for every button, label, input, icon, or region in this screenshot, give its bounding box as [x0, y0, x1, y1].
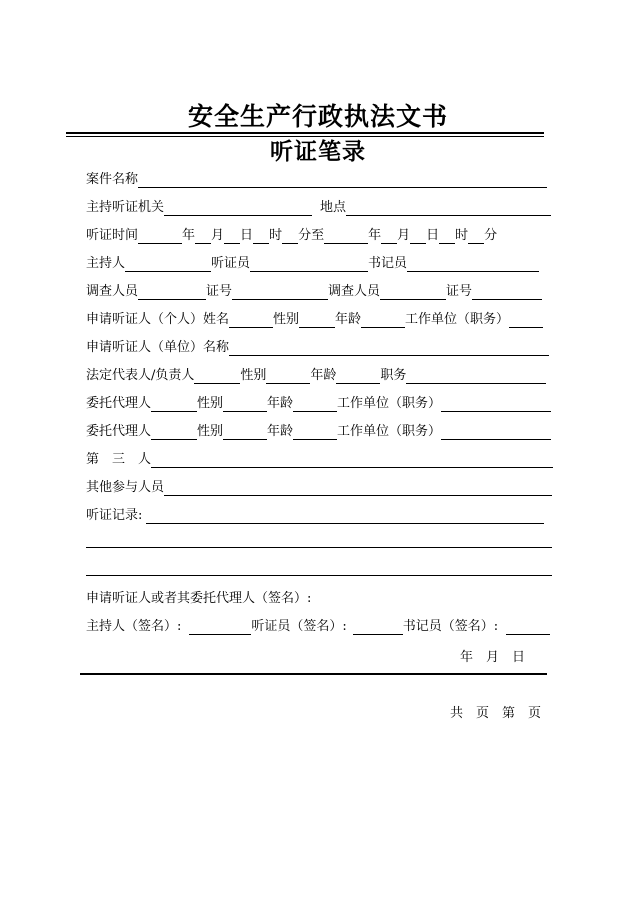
cert-no-label-1: 证号: [206, 284, 233, 299]
cert-no-field-1[interactable]: [232, 286, 328, 300]
hour-label: 时: [455, 228, 469, 243]
age-label: 年龄: [267, 424, 294, 439]
end-minute-field[interactable]: [468, 230, 484, 244]
agent-label-2: 委托代理人: [86, 424, 152, 439]
location-label: 地点: [320, 200, 347, 215]
end-month-field[interactable]: [381, 230, 397, 244]
recorder-sign-label: 书记员（签名）:: [402, 619, 499, 634]
investigator-field-2[interactable]: [380, 286, 446, 300]
page-count: 共 页 第 页: [450, 706, 542, 721]
row-applicant-unit: [86, 340, 549, 356]
gender-label: 性别: [197, 424, 224, 439]
row-agent-2: [86, 424, 551, 440]
day-label: 日: [240, 228, 254, 243]
year-label: 年: [182, 228, 196, 243]
hearing-record-label: 听证记录:: [86, 508, 143, 523]
work-unit-label: 工作单位（职务）: [405, 312, 510, 327]
record-line-1[interactable]: [86, 547, 552, 548]
cert-no-label-2: 证号: [446, 284, 473, 299]
host-sign-field[interactable]: [189, 621, 251, 635]
hearing-officer-label: 听证员: [211, 256, 251, 271]
location-field[interactable]: [346, 202, 551, 216]
agent-2-work-unit-field[interactable]: [441, 426, 551, 440]
agent-1-work-unit-field[interactable]: [441, 398, 551, 412]
other-participants-field[interactable]: [164, 482, 552, 496]
row-legal-rep: [86, 368, 546, 384]
applicant-person-label: 申请听证人（个人）姓名: [86, 312, 230, 327]
row-signatures: [86, 619, 550, 635]
row-investigators: [86, 284, 542, 300]
row-host: [86, 256, 539, 272]
age-label: 年龄: [267, 396, 294, 411]
applicant-gender-field[interactable]: [299, 314, 335, 328]
document-title: 安全生产行政执法文书: [187, 102, 448, 131]
hearing-record-field[interactable]: [146, 510, 544, 524]
row-other-participants: [86, 480, 552, 496]
applicant-sign-label: 申请听证人或者其委托代理人（签名）:: [86, 591, 312, 606]
case-name-label: 案件名称: [86, 172, 139, 187]
start-hour-field[interactable]: [253, 230, 269, 244]
end-day-field[interactable]: [410, 230, 426, 244]
document-subtitle: 听证笔录: [270, 138, 366, 165]
third-party-label: 第 三 人: [86, 452, 152, 467]
start-day-field[interactable]: [224, 230, 240, 244]
agent-label-1: 委托代理人: [86, 396, 152, 411]
row-applicant-person: [86, 312, 543, 328]
start-month-field[interactable]: [195, 230, 211, 244]
applicant-age-field[interactable]: [361, 314, 405, 328]
age-label: 年龄: [310, 368, 337, 383]
end-year-field[interactable]: [324, 230, 368, 244]
agent-1-gender-field[interactable]: [223, 398, 267, 412]
work-unit-label: 工作单位（职务）: [337, 424, 442, 439]
legal-rep-gender-field[interactable]: [266, 370, 310, 384]
title-rule-thick: [66, 132, 544, 134]
officer-sign-label: 听证员（签名）:: [251, 619, 347, 634]
host-label: 主持人: [86, 256, 126, 271]
end-hour-field[interactable]: [439, 230, 455, 244]
investigator-label-1: 调查人员: [86, 284, 139, 299]
investigator-field-1[interactable]: [138, 286, 206, 300]
agent-2-gender-field[interactable]: [223, 426, 267, 440]
host-field[interactable]: [125, 258, 211, 272]
applicant-work-unit-field[interactable]: [509, 314, 543, 328]
age-label: 年龄: [335, 312, 362, 327]
row-hearing-time: [86, 228, 497, 244]
agent-1-age-field[interactable]: [293, 398, 337, 412]
agent-2-age-field[interactable]: [293, 426, 337, 440]
row-host-org: [86, 200, 551, 216]
gender-label: 性别: [273, 312, 300, 327]
agent-2-field[interactable]: [151, 426, 197, 440]
recorder-label: 书记员: [368, 256, 408, 271]
applicant-unit-field[interactable]: [229, 342, 549, 356]
minute-to-label: 分至: [298, 228, 325, 243]
month-label: 月: [211, 228, 225, 243]
row-third-party: [86, 452, 553, 468]
bottom-rule: [80, 673, 547, 675]
legal-rep-field[interactable]: [194, 370, 240, 384]
gender-label: 性别: [240, 368, 267, 383]
hearing-officer-field[interactable]: [250, 258, 368, 272]
recorder-sign-field[interactable]: [506, 621, 550, 635]
record-line-2[interactable]: [86, 575, 552, 576]
legal-rep-label: 法定代表人/负责人: [86, 368, 195, 383]
row-agent-1: [86, 396, 551, 412]
host-sign-label: 主持人（签名）:: [86, 619, 182, 634]
legal-rep-age-field[interactable]: [336, 370, 380, 384]
minute-label: 分: [484, 228, 498, 243]
month-label: 月: [397, 228, 411, 243]
host-org-label: 主持听证机关: [86, 200, 165, 215]
recorder-field[interactable]: [407, 258, 539, 272]
hearing-time-label: 听证时间: [86, 228, 139, 243]
position-label: 职务: [380, 368, 407, 383]
investigator-label-2: 调查人员: [328, 284, 381, 299]
third-party-field[interactable]: [151, 454, 553, 468]
start-year-field[interactable]: [138, 230, 182, 244]
year-label: 年: [368, 228, 382, 243]
start-minute-field[interactable]: [282, 230, 298, 244]
case-name-field[interactable]: [138, 174, 547, 188]
host-org-field[interactable]: [164, 202, 312, 216]
row-case-name: [86, 172, 547, 188]
row-hearing-record: [86, 508, 544, 524]
hour-label: 时: [269, 228, 283, 243]
day-label: 日: [426, 228, 440, 243]
row-applicant-sign: [86, 591, 311, 607]
sign-date: 年 月 日: [460, 650, 526, 665]
title-rule-thin: [66, 136, 544, 137]
applicant-unit-label: 申请听证人（单位）名称: [86, 340, 230, 355]
applicant-name-field[interactable]: [229, 314, 273, 328]
cert-no-field-2[interactable]: [472, 286, 542, 300]
gender-label: 性别: [197, 396, 224, 411]
legal-rep-position-field[interactable]: [406, 370, 546, 384]
other-participants-label: 其他参与人员: [86, 480, 165, 495]
officer-sign-field[interactable]: [353, 621, 403, 635]
work-unit-label: 工作单位（职务）: [337, 396, 442, 411]
agent-1-field[interactable]: [151, 398, 197, 412]
